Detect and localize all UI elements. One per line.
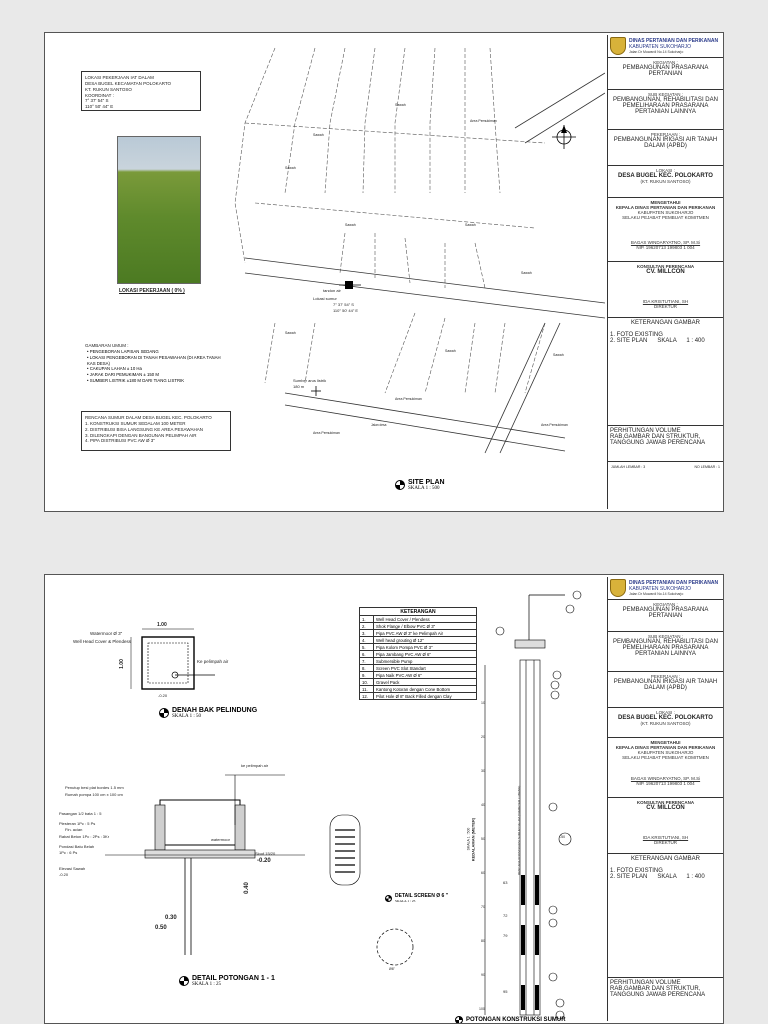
sec-pondasi: Pondasi Batu Belah bbox=[59, 844, 95, 849]
kegiatan-value: PEMBANGUNAN PRASARANA PERTANIAN bbox=[622, 607, 709, 619]
power-distance: 180 m bbox=[293, 384, 305, 389]
gambaran-item: • CAKUPAN LAHAN ± 10 Ha bbox=[87, 366, 142, 372]
depth-axis-label: KEDALAMAN (METER) bbox=[470, 817, 476, 862]
sawah-label: Sawah bbox=[553, 353, 564, 357]
pejabat-nip: NIP. 19620713 199803 1 004 bbox=[636, 781, 695, 786]
rencana-heading: RENCANA SUMUR DALAM DESA BUGEL KEC. POLOKARTO bbox=[85, 415, 212, 420]
depth-mark: 95 bbox=[503, 989, 508, 994]
location-line: KT. RUKUN SANTOSO bbox=[85, 86, 132, 92]
well-label: Lokasi sumur bbox=[313, 296, 337, 301]
screen-scale: SKALA 1 : 25 bbox=[395, 899, 416, 903]
table-row: 6. Pipa Jambang PVC AW Ø 6" bbox=[360, 651, 477, 658]
gambaran-item: • SUMBER LISTRIK ±180 M DARI TIANG LISTRIK bbox=[87, 377, 185, 383]
sheet-number-block bbox=[608, 462, 723, 472]
direktur-title: DIREKTUR bbox=[653, 304, 677, 309]
location-line: DESA BUGEL KECAMATAN POLOKARTO bbox=[85, 80, 172, 86]
keterangan-item: 1. FOTO EXISTING bbox=[610, 868, 663, 874]
sukoharjo-emblem-icon bbox=[610, 579, 626, 597]
table-row: 8. Screen PVC Slot Standart bbox=[360, 665, 477, 672]
sec-watermoor: watermoor bbox=[211, 837, 230, 842]
sawah-label: Sawah bbox=[285, 166, 296, 170]
sec-dim-40: 0.40 bbox=[243, 882, 250, 894]
lokasi-sub: (KT. RUKUN SANTOSO) bbox=[640, 721, 691, 726]
keterangan-item: 2. SITE PLAN SKALA 1 : 400 bbox=[610, 338, 705, 344]
keterangan-gambar-heading: KETERANGAN GAMBAR bbox=[630, 320, 700, 326]
rencana-item: 4. PIPA DISTRIBUSI PVC AW Ø 3" bbox=[85, 438, 155, 444]
table-row: 1. Well Head Cover / Plendess bbox=[360, 616, 477, 623]
table-row: 2. Shok Flange / Elbow PVC Ø 3" bbox=[360, 623, 477, 630]
kegiatan-heading: KEGIATAN : bbox=[653, 60, 678, 65]
footer-block bbox=[608, 978, 723, 1002]
section-marker-icon bbox=[385, 895, 392, 902]
sec-plesteran: Plesteran 1Pc : 5 Ps bbox=[59, 821, 96, 826]
pejabat-name: BAGAS WINDARYATNO, SP. M.Si bbox=[630, 240, 701, 245]
konsultan-block bbox=[608, 262, 723, 318]
konsultan-heading: KONSULTAN PERENCANA bbox=[636, 264, 695, 269]
approval-block bbox=[608, 198, 723, 262]
keterangan-cell: Pipa Naik PVC AW Ø 6" bbox=[374, 672, 477, 679]
table-row: 11. Kantong Kotoran dengan Cone Bottom bbox=[360, 686, 477, 693]
agency-header bbox=[608, 577, 723, 600]
section-marker-icon bbox=[179, 976, 189, 986]
sawah-label: Sawah bbox=[465, 223, 476, 227]
sec-penutup: Penutup besi plat bordes 1.5 mm bbox=[65, 785, 124, 790]
direktur-title: DIREKTUR bbox=[653, 840, 677, 845]
depth-mark: 72 bbox=[503, 913, 508, 918]
bak-level: -0.20 bbox=[158, 693, 168, 698]
table-row: 12. Pilot Hole Ø 8" Back Filled dengan Clay bbox=[360, 693, 477, 700]
road-label: Jalan desa bbox=[371, 423, 387, 427]
section-marker-icon bbox=[159, 708, 169, 718]
footer-text: PERHITUNGAN VOLUME RAB,GAMBAR DAN STRUKTUR, TANGGUNG JAWAB PERENCANA bbox=[610, 428, 706, 446]
table-row: 5. Pipa Kolom Pompa PVC Ø 3" bbox=[360, 644, 477, 651]
potongan-title bbox=[179, 975, 275, 987]
drawing-sheet-details bbox=[44, 574, 724, 1024]
regency-name: KABUPATEN SUKOHARJO bbox=[629, 44, 692, 50]
keterangan-heading: KETERANGAN bbox=[360, 608, 477, 616]
depth-tick: 80 bbox=[481, 939, 485, 943]
pekerjaan-heading: PEKERJAAN : bbox=[650, 132, 681, 137]
gambaran-item: • JARAK DARI PEMUKIMAN ± 150 M bbox=[87, 372, 159, 378]
table-row: 4. Well head grouting Ø 12" bbox=[360, 637, 477, 644]
keterangan-cell: Screen PVC Slot Standart bbox=[374, 665, 477, 672]
lokasi-heading: LOKASI : bbox=[656, 168, 675, 173]
location-line: 110° 50' 44" E bbox=[85, 104, 114, 110]
depth-mark: 79 bbox=[503, 933, 508, 938]
depth-tick: 30 bbox=[481, 769, 485, 773]
sec-level-right: -0.20 bbox=[257, 858, 271, 864]
pekerjaan-block bbox=[608, 672, 723, 708]
subkegiatan-value: PEMBANGUNAN, REHABILITASI DAN PEMELIHARAAN PRASARANA PERTANIAN LAINNYA bbox=[613, 97, 718, 115]
roads bbox=[245, 73, 605, 453]
power-label: Sumber arus listrik bbox=[293, 378, 327, 383]
agency-header bbox=[608, 35, 723, 58]
power-source-symbol bbox=[311, 386, 321, 396]
konsultan-name: CV. MILLCON bbox=[646, 805, 685, 811]
approval-heading: MENGETAHUI bbox=[650, 200, 681, 205]
pekerjaan-heading: PEKERJAAN : bbox=[650, 674, 681, 679]
keterangan-cell: Gravel Pack bbox=[374, 679, 477, 686]
table-row: 9. Pipa Naik PVC AW Ø 6" bbox=[360, 672, 477, 679]
pejabat-name: BAGAS WINDARYATNO, SP. M.Si bbox=[630, 776, 701, 781]
sec-pondasi2: 1Pc : 6 Ps bbox=[59, 850, 78, 855]
lokasi-value: DESA BUGEL KEC. POLOKARTO bbox=[618, 715, 713, 721]
depth-tick: 60 bbox=[481, 871, 485, 875]
site-plan-drawing-area bbox=[45, 33, 605, 511]
screen-heading: DETAIL SCREEN Ø 6 " bbox=[395, 893, 449, 899]
keterangan-cell: Pipa Kolom Pompa PVC Ø 3" bbox=[374, 644, 477, 651]
sec-pasangan: Pasangan 1/2 bata 1 : 5 bbox=[59, 811, 102, 816]
sawah-label: Sawah bbox=[345, 223, 356, 227]
bak-cover: Well Head Cover & Plendess bbox=[73, 639, 131, 644]
approval-block bbox=[608, 738, 723, 798]
bak-pelimpah: Ke pelimpah air bbox=[197, 659, 229, 664]
well-construction bbox=[485, 595, 565, 1015]
depth-tick: 90 bbox=[481, 973, 485, 977]
bak-watermoor: Watermoor Ø 3" bbox=[90, 631, 123, 636]
footer-block bbox=[608, 426, 723, 462]
rencana-item: 3. DILENGKAPI DENGAN BANGUNAN PELIMPAH AIR bbox=[85, 432, 197, 438]
bak-scale: SKALA 1 : 50 bbox=[172, 714, 202, 719]
keterangan-cell: Kantong Kotoran dengan Cone Bottom bbox=[374, 686, 477, 693]
location-line: LOKASI PEKERJAAN IAT DALAM bbox=[85, 75, 154, 80]
lokasi-block bbox=[608, 166, 723, 198]
approval-heading: MENGETAHUI bbox=[650, 740, 681, 745]
pemukiman-label: Area Pemukiman bbox=[470, 119, 497, 123]
location-line: KOORDINAT : bbox=[85, 92, 114, 98]
keterangan-cell: Well Head Cover / Plendess bbox=[374, 616, 477, 623]
subkegiatan-block bbox=[608, 632, 723, 672]
agency-name: DINAS PERTANIAN DAN PERIKANAN bbox=[629, 580, 719, 586]
pekerjaan-block bbox=[608, 130, 723, 166]
section-marker-icon bbox=[455, 1016, 463, 1024]
sawah-label: Sawah bbox=[395, 103, 406, 107]
depth-tick: 20 bbox=[481, 735, 485, 739]
title-block bbox=[607, 577, 723, 1021]
rencana-item: 2. DISTRIBUSI BISA LANGSUNG KE AREA PESAWAHAN bbox=[85, 426, 203, 432]
table-row: 10. Gravel Pack bbox=[360, 679, 477, 686]
depth-tick: 10 bbox=[481, 701, 485, 705]
pekerjaan-value: PEMBANGUNAN IRIGASI AIR TANAH DALAM (APBD) bbox=[613, 137, 718, 149]
approval-kab: KABUPATEN SUKOHARJO bbox=[637, 750, 694, 755]
kegiatan-value: PEMBANGUNAN PRASARANA PERTANIAN bbox=[622, 65, 709, 77]
sec-rumah: Rumah pompa 100 cm x 100 cm bbox=[65, 792, 123, 797]
keterangan-gambar-block bbox=[608, 854, 723, 978]
depth-tick: 50 bbox=[481, 837, 485, 841]
regency-name: KABUPATEN SUKOHARJO bbox=[629, 586, 692, 592]
potongan-heading: DETAIL POTONGAN 1 - 1 bbox=[192, 975, 275, 982]
pipe-label: RENCANA KONSTRUKSI SUMUR DALAM (DIAMETER LUBANG) bbox=[517, 785, 521, 875]
level-50: -50 bbox=[560, 835, 566, 839]
keterangan-item: 2. SITE PLAN SKALA 1 : 400 bbox=[610, 874, 705, 880]
gambaran-heading: GAMBARAN UMUM : bbox=[85, 343, 129, 348]
no-lembar: NO LEMBAR : 1 bbox=[694, 465, 720, 469]
site-plan-title bbox=[395, 479, 445, 491]
approval-selaku: SELAKU PEJABAT PEMBUAT KOMITMEN bbox=[622, 215, 709, 220]
well-location-symbol bbox=[339, 281, 361, 289]
sec-elevasi: Elevasi Sawah bbox=[59, 866, 86, 871]
section-marker-icon bbox=[395, 480, 405, 490]
sec-elevasi-lvl: -0.20 bbox=[59, 872, 69, 877]
well-coord: 7° 37' 54" S bbox=[333, 302, 354, 307]
well-coord: 110° 50' 44" E bbox=[333, 308, 359, 313]
sawah-label: Sawah bbox=[445, 349, 456, 353]
keterangan-cell: Well head grouting Ø 12" bbox=[374, 637, 477, 644]
subkegiatan-heading: SUB KEGIATAN : bbox=[647, 92, 684, 97]
pejabat-nip: NIP. 19620713 199803 1 004 bbox=[636, 245, 695, 250]
kegiatan-block bbox=[608, 600, 723, 632]
konstruksi-heading: POTONGAN KONSTRUKSI SUMUR bbox=[466, 1017, 566, 1023]
north-arrow bbox=[552, 125, 576, 149]
screen-title bbox=[385, 893, 448, 903]
screen-detail bbox=[330, 815, 413, 965]
bak-heading: DENAH BAK PELINDUNG bbox=[172, 707, 258, 714]
jumlah-lembar: JUMLAH LEMBAR : 3 bbox=[611, 465, 646, 469]
gambaran-item: • PENGEBORAN LAPISAN SEDANG bbox=[87, 349, 159, 354]
sec-dim-50: 0.50 bbox=[155, 925, 167, 931]
depth-mark: 63 bbox=[503, 880, 508, 885]
keterangan-cell: Pipa Jambang PVC AW Ø 6" bbox=[374, 651, 477, 658]
footer-text: PERHITUNGAN VOLUME RAB,GAMBAR DAN STRUKTUR, TANGGUNG JAWAB PERENCANA bbox=[610, 980, 706, 998]
bak-title bbox=[159, 707, 257, 719]
keterangan-cell: Pilot Hole Ø 8" Back Filled dengan Clay bbox=[374, 693, 477, 700]
bak-dim-side: 1.00 bbox=[118, 659, 125, 669]
keterangan-gambar-heading: KETERANGAN GAMBAR bbox=[630, 856, 700, 862]
lokasi-heading: LOKASI : bbox=[656, 710, 675, 715]
title-block bbox=[607, 35, 723, 509]
sec-dim-30: 0.30 bbox=[165, 915, 177, 921]
pemukiman-label: Area Pemukiman bbox=[395, 397, 422, 401]
sec-ke-pelimpah: ke pelimpah air bbox=[241, 763, 269, 768]
tandon-label: tandon air bbox=[323, 288, 341, 293]
sec-rabat: Rabat Beton 1Pc : 2Ps : 3Kr bbox=[59, 834, 110, 839]
sawah-label: Sawah bbox=[313, 133, 324, 137]
agency-address: Jalan Dr Muwardi No.14 Sukoharjo bbox=[629, 592, 684, 596]
approval-role: KEPALA DINAS PERTANIAN DAN PERIKANAN bbox=[615, 745, 716, 750]
details-drawing-area bbox=[45, 575, 605, 1023]
sawah-label: Sawah bbox=[521, 271, 532, 275]
depth-tick: 100 bbox=[479, 1007, 485, 1011]
section-detail bbox=[105, 775, 305, 955]
drawing-sheet-site-plan bbox=[44, 32, 724, 512]
keterangan-cell: Pipa PVC AW Ø 3" ke Pelimpah Air bbox=[374, 630, 477, 637]
depth-tick: 70 bbox=[481, 905, 485, 909]
konsultan-heading: KONSULTAN PERENCANA bbox=[636, 800, 695, 805]
keterangan-table bbox=[359, 607, 477, 700]
keterangan-item: 1. FOTO EXISTING bbox=[610, 332, 663, 338]
kegiatan-heading: KEGIATAN : bbox=[653, 602, 678, 607]
sec-fin: Fin. acian bbox=[65, 827, 83, 832]
konsultan-block bbox=[608, 798, 723, 854]
table-row: 3. Pipa PVC AW Ø 3" ke Pelimpah Air bbox=[360, 630, 477, 637]
keterangan-cell: Submersible Pump bbox=[374, 658, 477, 665]
depth-tick: 40 bbox=[481, 803, 485, 807]
agency-name: DINAS PERTANIAN DAN PERIKANAN bbox=[629, 38, 719, 44]
approval-role: KEPALA DINAS PERTANIAN DAN PERIKANAN bbox=[615, 205, 716, 210]
lokasi-sub: (KT. RUKUN SANTOSO) bbox=[640, 179, 691, 184]
depth-axis-scale: SKALA 1 : 500 bbox=[466, 827, 471, 851]
sukoharjo-emblem-icon bbox=[610, 37, 626, 55]
lokasi-block bbox=[608, 708, 723, 738]
sec-sloof: Sloof 15/20 bbox=[255, 851, 276, 856]
approval-selaku: SELAKU PEJABAT PEMBUAT KOMITMEN bbox=[622, 755, 709, 760]
direktur-name: IDA KRISTUTIANI, SH bbox=[642, 835, 689, 840]
sawah-label: Sawah bbox=[285, 331, 296, 335]
gambaran-item: • LOKASI PENGEBORAN DI TANAH PESAWAHAN (DI AREA TANAH KAS DESA) bbox=[87, 354, 221, 366]
konsultan-name: CV. MILLCON bbox=[646, 269, 685, 275]
pemukiman-label: Area Pemukiman bbox=[541, 423, 568, 427]
photo-caption: LOKASI PEKERJAAN ( 0% ) bbox=[119, 288, 185, 294]
field-boundaries bbox=[235, 48, 545, 393]
table-row: 7. Submersible Pump bbox=[360, 658, 477, 665]
subkegiatan-heading: SUB KEGIATAN : bbox=[647, 634, 684, 639]
konstruksi-title bbox=[455, 1016, 566, 1024]
site-plan-heading: SITE PLAN bbox=[408, 479, 445, 486]
potongan-scale: SKALA 1 : 25 bbox=[192, 982, 222, 987]
pemukiman-label: Area Pemukiman bbox=[313, 431, 340, 435]
rencana-item: 1. KONSTRUKSI SUMUR SEDALAM 100 METER bbox=[85, 420, 186, 426]
keterangan-gambar-block bbox=[608, 318, 723, 426]
direktur-name: IDA KRISTUTIANI, SH bbox=[642, 299, 689, 304]
subkegiatan-block bbox=[608, 90, 723, 130]
bak-dim-top: 1.00 bbox=[157, 622, 167, 628]
lokasi-value: DESA BUGEL KEC. POLOKARTO bbox=[618, 173, 713, 179]
site-plan-scale: SKALA 1 : 500 bbox=[408, 486, 440, 491]
pekerjaan-value: PEMBANGUNAN IRIGASI AIR TANAH DALAM (APBD) bbox=[613, 679, 718, 691]
location-line: 7° 37' 54" S bbox=[85, 98, 109, 104]
subkegiatan-value: PEMBANGUNAN, REHABILITASI DAN PEMELIHARAAN PRASARANA PERTANIAN LAINNYA bbox=[613, 639, 718, 657]
screen-dim: Ø6" bbox=[389, 967, 395, 971]
approval-kab: KABUPATEN SUKOHARJO bbox=[637, 210, 694, 215]
kegiatan-block bbox=[608, 58, 723, 90]
agency-address: Jalan Dr Muwardi No.14 Sukoharjo bbox=[629, 50, 684, 54]
keterangan-cell: Shok Flange / Elbow PVC Ø 3" bbox=[374, 623, 477, 630]
